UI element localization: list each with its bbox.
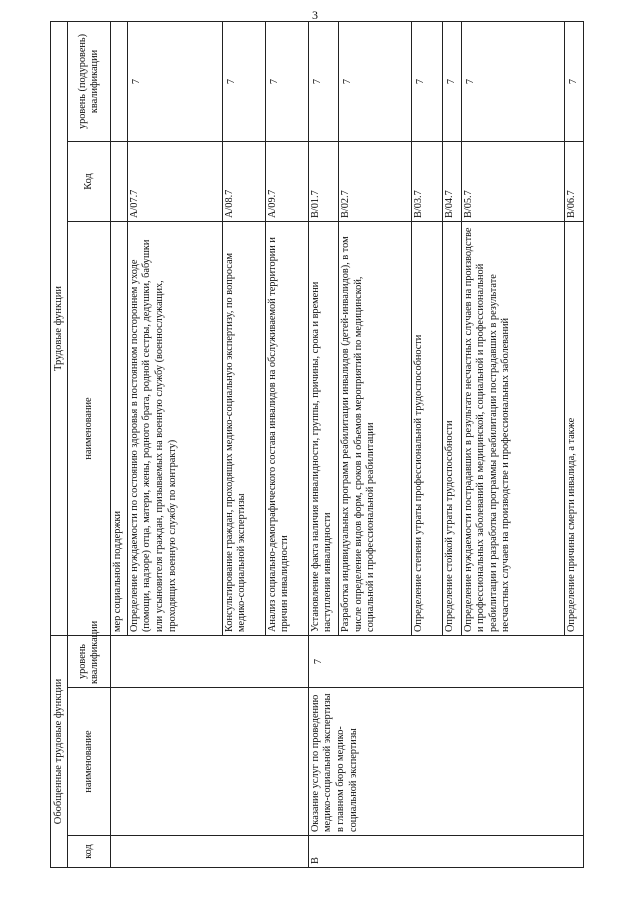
function-code: B/03.7	[412, 142, 442, 222]
function-level	[111, 21, 128, 141]
group-header-row	[51, 21, 68, 867]
function-code-header: Код	[68, 142, 111, 222]
function-name: Определение степени утраты профессиональной трудоспособности	[412, 222, 442, 636]
function-code: B/04.7	[442, 142, 461, 222]
code-header: код	[68, 836, 111, 868]
labor-functions-header: Трудовые функции	[51, 21, 68, 635]
function-name: Определение нуждаемости пострадавших в результате несчастных случаев на производстве и профессиональных заболеваний в медицинской, социальной и профессиональной реабилитации и разработка программы реабилитации пострадавших в результате несчастных случаев на производстве и профессиональных заболеваний	[461, 222, 564, 636]
function-level: 7	[222, 21, 265, 141]
function-code: B/05.7	[461, 142, 564, 222]
table-row	[111, 21, 128, 867]
page-number: 3	[312, 8, 318, 22]
group-b-name: Оказание услуг по проведению медико-социальной экспертизы в главном бюро медико-социальной экспертизы	[308, 688, 583, 836]
function-level-header: уровень (подуровень) квалификации	[68, 21, 111, 141]
function-code: B/06.7	[565, 142, 584, 222]
function-level: 7	[461, 21, 564, 141]
group-b-code: B	[308, 836, 583, 868]
function-code: A/09.7	[265, 142, 308, 222]
group-a-name-cell	[111, 688, 309, 836]
function-name: Определение нуждаемости по состоянию здоровья в постоянном постороннем уходе (помощи, надзоре) отца, матери, жены, родного брата, родной сестры, дедушки, бабушки или усыновителя граждан, призываемых на военную службу (военнослужащих, проходящих военную службу по контракту)	[127, 222, 222, 636]
function-name: Анализ социально-демографического состава инвалидов на обслуживаемой территории и причин инвалидности	[265, 222, 308, 636]
group-a-code-cell	[111, 836, 309, 868]
function-name: Определение причины смерти инвалида, а также	[565, 222, 584, 636]
function-code: A/07.7	[127, 142, 222, 222]
level-header: уровень квалификации	[68, 636, 111, 688]
function-name: мер социальной поддержки	[111, 222, 128, 636]
table-row	[308, 21, 338, 867]
name-header: наименование	[68, 688, 111, 836]
function-code	[111, 142, 128, 222]
function-level: 7	[127, 21, 222, 141]
function-code: A/08.7	[222, 142, 265, 222]
function-name: Установление факта наличия инвалидности, группы, причины, срока и времени наступления инвалидности	[308, 222, 338, 636]
column-header-row	[68, 21, 111, 867]
generalized-functions-header: Обобщенные трудовые функции	[51, 636, 68, 868]
group-a-level-cell	[111, 636, 309, 688]
function-level: 7	[339, 21, 412, 141]
function-level: 7	[565, 21, 584, 141]
group-b-level: 7	[308, 636, 583, 688]
function-level: 7	[412, 21, 442, 141]
function-level: 7	[442, 21, 461, 141]
function-code: B/02.7	[339, 142, 412, 222]
function-name: Консультирование граждан, проходящих медико-социальную экспертизу, по вопросам медико-социальной экспертизы	[222, 222, 265, 636]
function-code: B/01.7	[308, 142, 338, 222]
rotated-table-sheet	[50, 22, 584, 868]
function-name-header: наименование	[68, 222, 111, 636]
function-level: 7	[308, 21, 338, 141]
function-name: Определение стойкой утраты трудоспособности	[442, 222, 461, 636]
function-level: 7	[265, 21, 308, 141]
labor-functions-table	[50, 21, 584, 868]
function-name: Разработка индивидуальных программ реабилитации инвалидов (детей-инвалидов), в том числе определение видов форм, сроков и объемов мероприятий по медицинской, социальной и профессиональной реабилитации	[339, 222, 412, 636]
